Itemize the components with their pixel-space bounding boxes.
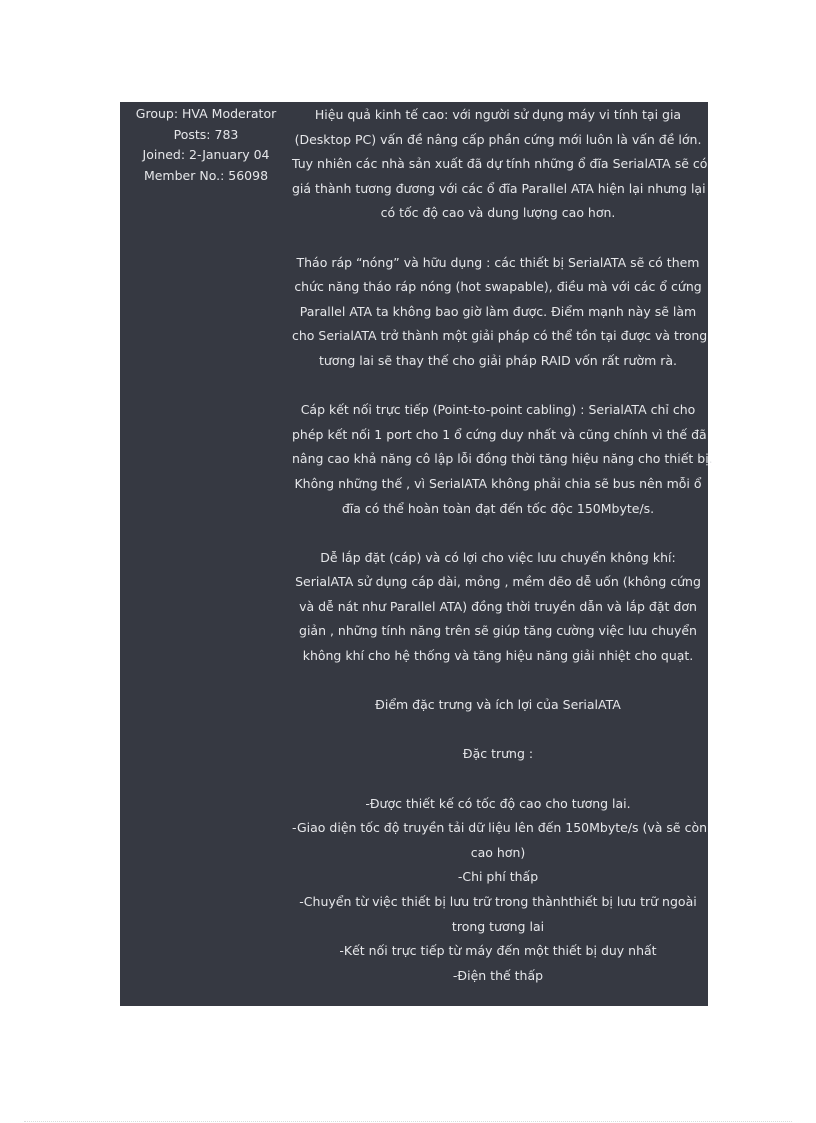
post-text-line: cao hơn) <box>470 844 526 860</box>
user-info <box>128 104 284 186</box>
post-text-line: Tháo ráp “nóng” và hữu dụng : các thiết bị SerialATA sẽ có them <box>296 254 700 270</box>
post-paragraph <box>292 398 713 521</box>
post-text-line: và dễ nát như Parallel ATA) đồng thời truyền dẫn và lắp đặt đơn <box>299 598 697 614</box>
post-text-line: SerialATA sử dụng cáp dài, mỏng , mềm dẽo dễ uốn (không cứng <box>295 574 701 590</box>
post-text-line: Không những thế , vì SerialATA không phải chia sẽ bus nên mỗi ổ <box>294 475 702 491</box>
post-text-line: -Chi phí thấp <box>457 869 539 885</box>
post-text-line: -Kết nối trực tiếp từ máy đến một thiết bị duy nhất <box>339 943 657 959</box>
post-text-line: -Điện thế thấp <box>452 967 544 983</box>
post-paragraph <box>292 251 708 374</box>
post-text-line: Parallel ATA ta không bao giờ làm được. Điểm mạnh này sẽ làm <box>299 303 697 319</box>
post-text-line: (Desktop PC) vấn đề nâng cấp phần cứng mới luôn là vấn đề lớn. <box>294 131 702 147</box>
post-paragraph <box>292 693 704 718</box>
post-text-line: -Giao diện tốc độ truyền tải dữ liệu lên đến 150Mbyte/s (và sẽ còn <box>292 820 708 836</box>
post-text-line: Dễ lắp đặt (cáp) và có lợi cho việc lưu chuyển không khí: <box>320 549 676 565</box>
post-paragraph <box>292 103 708 226</box>
post-text-line: giản , những tính năng trên sẽ giúp tăng cường việc lưu chuyển <box>299 623 697 639</box>
post-text-line: tương lai sẽ thay thế cho giải pháp RAID vốn rất rườm rà. <box>318 352 677 368</box>
post-text-line: -Chuyển từ việc thiết bị lưu trữ trong thànhthiết bị lưu trữ ngoài <box>299 894 697 909</box>
post-paragraph <box>292 546 704 669</box>
post-text-line: Hiệu quả kinh tế cao: với người sử dụng máy vi tính tại gia <box>314 107 682 122</box>
user-member-number: Member No.: 56098 <box>143 167 269 183</box>
post-text-line: Điểm đặc trưng và ích lợi của SerialATA <box>375 697 621 713</box>
post-text-line: đĩa có thể hoàn toàn đạt đến tốc độc 150Mbyte/s. <box>341 500 655 516</box>
user-group: Group: HVA Moderator <box>135 106 277 121</box>
post-text-line: trong tương lai <box>451 918 545 934</box>
post-text-line: nâng cao khả năng cô lập lỗi đồng thời tăng hiệu năng cho thiết bị. <box>292 451 713 467</box>
post-paragraph <box>292 792 708 989</box>
post-paragraph <box>292 742 704 767</box>
post-text-line: cho SerialATA trở thành một giải pháp có thể tồn tại được và trong <box>292 328 708 344</box>
post-text-line: phép kết nối 1 port cho 1 ổ cứng duy nhất và cũng chính vì thế đã <box>292 426 707 442</box>
post-text-line: Đặc trưng : <box>462 746 534 762</box>
post-text-line: -Được thiết kế có tốc độ cao cho tương lai. <box>365 795 631 811</box>
post-text-line: Cáp kết nối trực tiếp (Point-to-point cabling) : SerialATA chỉ cho <box>300 402 696 418</box>
post-text-line: Tuy nhiên các nhà sản xuất đã dự tính những ổ đĩa SerialATA sẽ có <box>292 156 708 172</box>
forum-post <box>120 102 713 1006</box>
page-divider <box>24 1121 792 1122</box>
post-body <box>292 103 713 988</box>
post-text-line: giá thành tương đương với các ổ đĩa Parallel ATA hiện lại nhưng lại <box>292 180 706 196</box>
user-join-date: Joined: 2-January 04 <box>142 147 270 162</box>
post-text-line: không khí cho hệ thống và tăng hiệu năng giải nhiệt cho quạt. <box>302 648 694 664</box>
post-text-line: chức năng tháo ráp nóng (hot swapable), điều mà với các ổ cứng <box>294 279 702 295</box>
post-text-line: có tốc độ cao và dung lượng cao hơn. <box>380 205 616 221</box>
user-post-count: Posts: 783 <box>173 126 239 142</box>
